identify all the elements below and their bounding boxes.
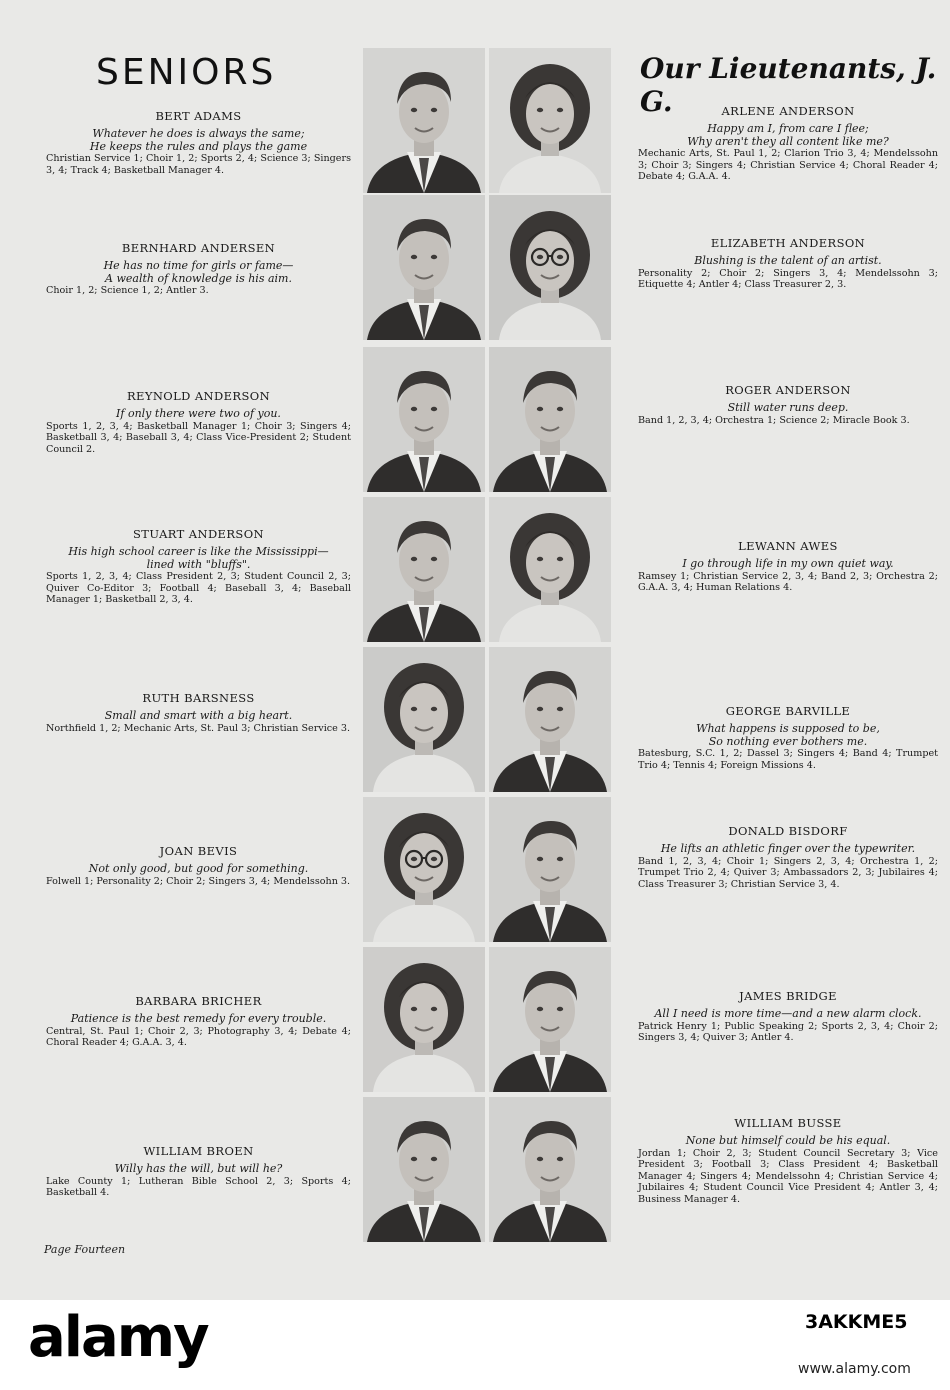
senior-portrait <box>489 195 611 340</box>
senior-name: REYNOLD ANDERSON <box>126 389 271 403</box>
senior-quote: He lifts an athletic finger over the typewriter. <box>660 842 916 855</box>
watermark-logo: alamy <box>28 1305 208 1370</box>
senior-quote: Patience is the best remedy for every trouble. <box>70 1012 327 1025</box>
senior-name: ROGER ANDERSON <box>725 383 851 397</box>
senior-name: ELIZABETH ANDERSON <box>710 236 866 250</box>
senior-name: WILLIAM BUSSE <box>734 1116 842 1130</box>
senior-name: ARLENE ANDERSON <box>721 104 855 118</box>
senior-name: JOAN BEVIS <box>159 844 238 858</box>
lieutenants-heading: Our Lieutenants, J. G. <box>640 52 937 118</box>
page-number: Page Fourteen <box>44 1243 126 1256</box>
senior-portrait <box>363 347 485 492</box>
senior-activities: Ramsey 1; Christian Service 2, 3, 4; Band 2, 3; Orchestra 2; G.A.A. 3, 4; Human Relations 4. <box>638 570 938 593</box>
senior-quote: Not only good, but good for something. <box>88 862 309 875</box>
senior-name: BERT ADAMS <box>155 109 242 123</box>
senior-entry <box>638 384 938 426</box>
senior-portrait <box>363 1097 485 1242</box>
senior-quote: Blushing is the talent of an artist. <box>694 254 882 267</box>
senior-quote: His high school career is like the Mississippi— lined with "bluffs". <box>68 545 329 571</box>
senior-quote: None but himself could be his equal. <box>685 1134 891 1147</box>
senior-portrait <box>363 497 485 642</box>
senior-activities: Batesburg, S.C. 1, 2; Dassel 3; Singers 4; Band 4; Trumpet Trio 4; Tennis 4; Foreign Missions 4. <box>638 748 938 771</box>
senior-activities: Northfield 1, 2; Mechanic Arts, St. Paul 3; Christian Service 3. <box>46 722 351 734</box>
senior-activities: Jordan 1; Choir 2, 3; Student Council Secretary 3; Vice President 3; Football 3; Class President 4; Basketball Manager 4; Singers 4; Mendelssohn 4; Christian Service 4; Jubilaires 4; Student Council Vice President 4; Antler 3, 4; Business Manager 4. <box>638 1147 938 1205</box>
senior-activities: Sports 1, 2, 3, 4; Basketball Manager 1; Choir 3; Singers 4; Basketball 3, 4; Baseball 3, 4; Class Vice-President 2; Student Council 2. <box>46 420 351 455</box>
senior-portrait <box>363 195 485 340</box>
senior-name: BARBARA BRICHER <box>135 994 262 1008</box>
senior-portrait <box>489 347 611 492</box>
senior-quote: He has no time for girls or fame— A wealth of knowledge is his aim. <box>103 259 294 285</box>
senior-name: LEWANN AWES <box>738 539 838 553</box>
senior-entry <box>638 237 938 291</box>
senior-name: GEORGE BARVILLE <box>725 704 851 718</box>
senior-name: JAMES BRIDGE <box>739 989 837 1003</box>
senior-name: DONALD BISDORF <box>728 824 848 838</box>
senior-quote: What happens is supposed to be, So nothing ever bothers me. <box>696 722 880 748</box>
senior-portrait <box>489 797 611 942</box>
senior-entry <box>46 390 351 455</box>
senior-entry <box>638 1117 938 1205</box>
senior-quote: Happy am I, from care I flee; Why aren't they all content like me? <box>687 122 889 148</box>
senior-activities: Band 1, 2, 3, 4; Choir 1; Singers 2, 3, 4; Orchestra 1, 2; Trumpet Trio 2, 4; Quiver 3; Ambassadors 2, 3; Jubilaires 4; Class Treasurer 3; Christian Service 3, 4. <box>638 855 938 890</box>
senior-entry <box>46 110 351 176</box>
senior-activities: Sports 1, 2, 3, 4; Class President 2, 3; Student Council 2, 3; Quiver Co-Editor 3; Football 4; Baseball 3, 4; Baseball Manager 1; Basketball 2, 3, 4. <box>46 571 351 605</box>
senior-name: WILLIAM BROEN <box>143 1144 254 1158</box>
senior-quote: Willy has the will, but will he? <box>114 1162 283 1175</box>
senior-quote: All I need is more time—and a new alarm clock. <box>654 1007 922 1020</box>
senior-quote: Still water runs deep. <box>727 401 849 414</box>
senior-entry <box>638 540 938 594</box>
senior-activities: Band 1, 2, 3, 4; Orchestra 1; Science 2; Miracle Book 3. <box>638 414 910 426</box>
senior-portrait <box>363 647 485 792</box>
senior-portrait <box>363 48 485 193</box>
senior-quote: I go through life in my own quiet way. <box>682 557 894 570</box>
senior-activities: Patrick Henry 1; Public Speaking 2; Sports 2, 3, 4; Choir 2; Singers 3, 4; Quiver 3; Antler 4. <box>638 1020 938 1043</box>
senior-portrait <box>363 797 485 942</box>
senior-portrait <box>489 947 611 1092</box>
watermark-image-id: 3AKKME5 <box>805 1311 908 1333</box>
watermark-url: www.alamy.com <box>798 1361 911 1377</box>
senior-entry <box>638 105 938 183</box>
senior-entry <box>638 825 938 890</box>
senior-portrait <box>489 497 611 642</box>
senior-activities: Choir 1, 2; Science 1, 2; Antler 3. <box>46 285 209 296</box>
senior-entry <box>46 845 351 887</box>
senior-entry <box>46 242 351 297</box>
senior-portrait <box>363 947 485 1092</box>
senior-entry <box>46 528 351 606</box>
senior-quote: Small and smart with a big heart. <box>104 709 293 722</box>
senior-quote: Whatever he does is always the same; He keeps the rules and plays the game <box>89 127 308 153</box>
senior-entry <box>46 1145 351 1199</box>
senior-entry <box>46 692 351 734</box>
senior-activities: Folwell 1; Personality 2; Choir 2; Singers 3, 4; Mendelssohn 3. <box>46 875 351 887</box>
senior-activities: Personality 2; Choir 2; Singers 3, 4; Mendelssohn 3; Etiquette 4; Antler 4; Class Treasurer 2, 3. <box>638 267 938 290</box>
senior-name: STUART ANDERSON <box>133 527 264 541</box>
senior-name: RUTH BARSNESS <box>142 691 255 705</box>
senior-activities: Lake County 1; Lutheran Bible School 2, 3; Sports 4; Basketball 4. <box>46 1175 351 1198</box>
senior-quote: If only there were two of you. <box>116 407 281 420</box>
senior-name: BERNHARD ANDERSEN <box>121 241 276 255</box>
senior-entry <box>638 705 938 771</box>
senior-portrait <box>489 1097 611 1242</box>
senior-activities: Christian Service 1; Choir 1, 2; Sports 2, 4; Science 3; Singers 3, 4; Track 4; Basketball Manager 4. <box>46 153 351 176</box>
senior-entry <box>638 990 938 1044</box>
senior-activities: Central, St. Paul 1; Choir 2, 3; Photography 3, 4; Debate 4; Choral Reader 4; G.A.A. 3, 4. <box>46 1025 351 1048</box>
senior-activities: Mechanic Arts, St. Paul 1, 2; Clarion Trio 3, 4; Mendelssohn 3; Choir 3; Singers 4; Christian Service 4; Choral Reader 4; Debate 4; G.A.A. 4. <box>638 148 938 182</box>
senior-portrait <box>489 48 611 193</box>
senior-portrait <box>489 647 611 792</box>
seniors-heading: SENIORS <box>96 52 277 93</box>
senior-entry <box>46 995 351 1049</box>
